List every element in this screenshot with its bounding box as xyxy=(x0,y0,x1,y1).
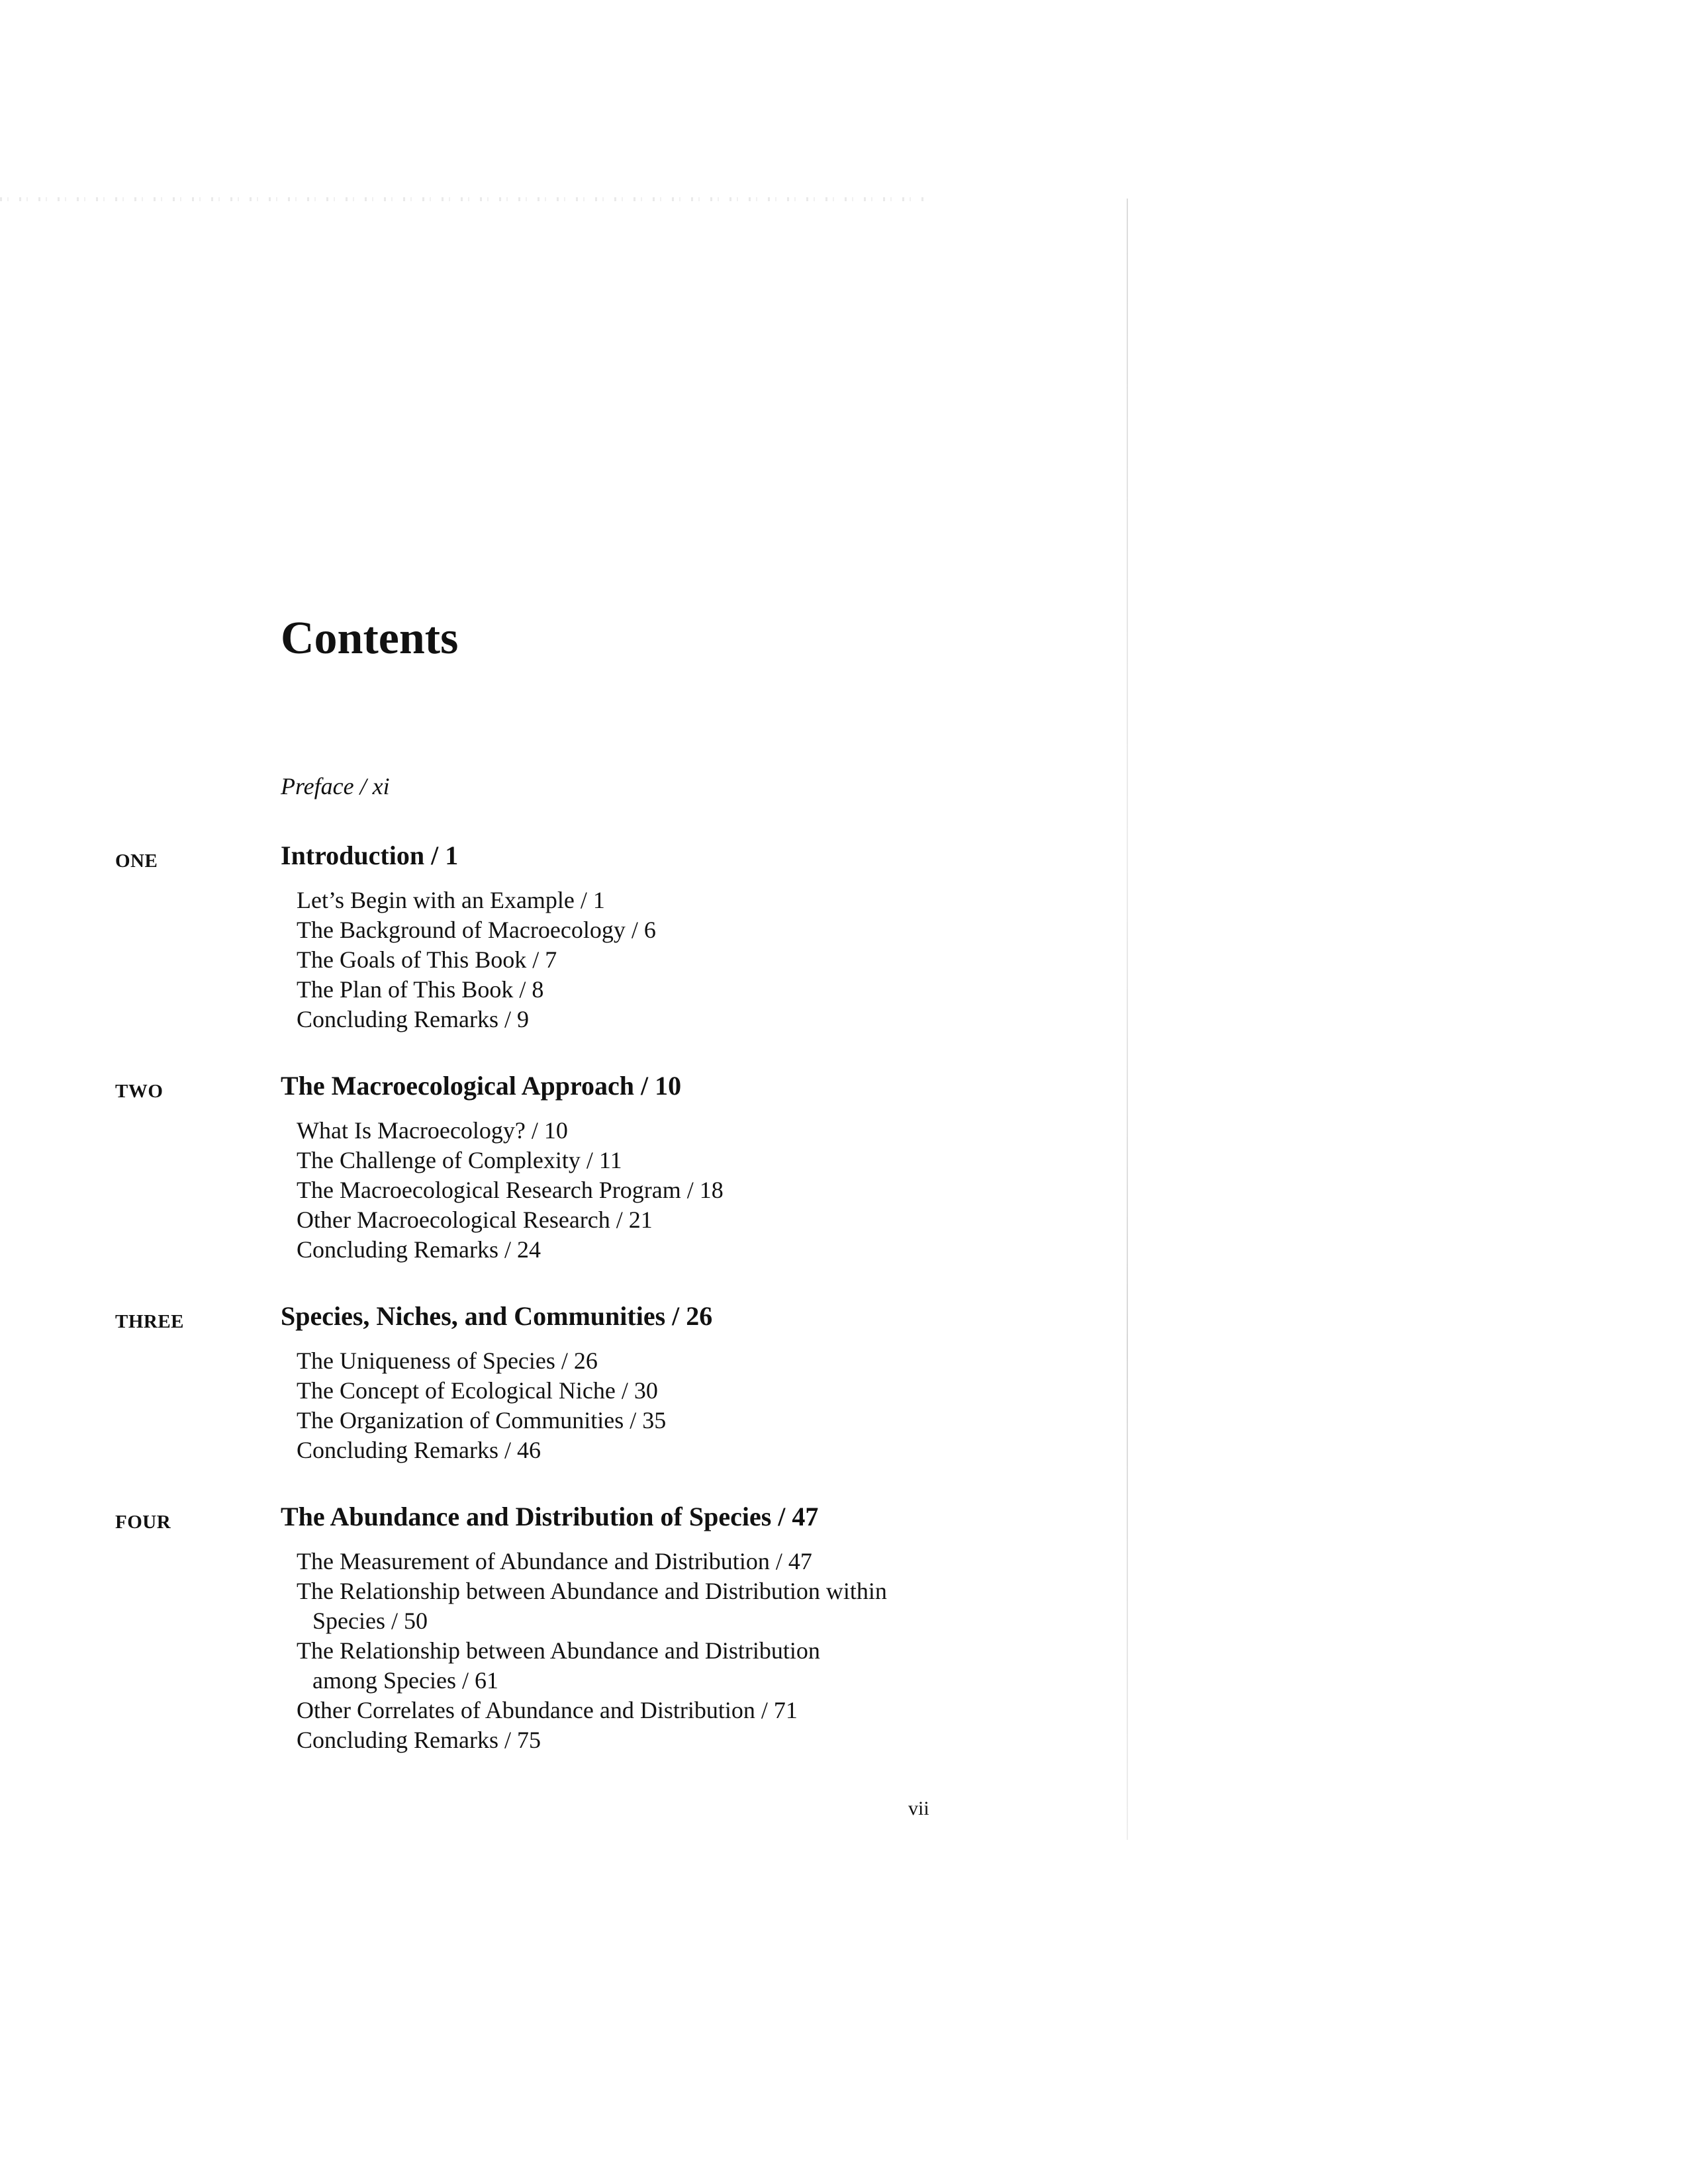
section-entry[interactable]: The Relationship between Abundance and Distribution among Species / 61 xyxy=(297,1637,820,1694)
chapter-title[interactable]: Introduction / 1 xyxy=(281,841,459,870)
chapter-number: ONE xyxy=(115,850,158,872)
chapter-number: THREE xyxy=(115,1311,185,1332)
section-entry[interactable]: What Is Macroecology? / 10 xyxy=(297,1117,568,1144)
section-entry[interactable]: The Concept of Ecological Niche / 30 xyxy=(297,1377,658,1404)
section-entry[interactable]: Concluding Remarks / 46 xyxy=(297,1437,541,1463)
section-entry[interactable]: Let’s Begin with an Example / 1 xyxy=(297,887,605,913)
page-number: vii xyxy=(908,1797,929,1819)
section-entry[interactable]: Other Macroecological Research / 21 xyxy=(297,1206,653,1233)
section-entry[interactable]: The Macroecological Research Program / 18 xyxy=(297,1177,724,1203)
chapter-title[interactable]: Species, Niches, and Communities / 26 xyxy=(281,1301,713,1331)
section-entry[interactable]: Concluding Remarks / 9 xyxy=(297,1006,529,1032)
chapter-number: TWO xyxy=(115,1081,164,1102)
section-entry[interactable]: The Measurement of Abundance and Distribution / 47 xyxy=(297,1548,812,1574)
section-entry[interactable]: The Challenge of Complexity / 11 xyxy=(297,1147,622,1173)
section-entry[interactable]: The Organization of Communities / 35 xyxy=(297,1407,667,1433)
section-list xyxy=(297,1346,959,1465)
scan-edge-artifact xyxy=(0,197,927,201)
section-entry[interactable]: The Plan of This Book / 8 xyxy=(297,976,544,1003)
section-entry[interactable]: The Relationship between Abundance and Distribution within Species / 50 xyxy=(297,1578,887,1634)
section-entry[interactable]: The Goals of This Book / 7 xyxy=(297,946,557,973)
chapter-title[interactable]: The Macroecological Approach / 10 xyxy=(281,1071,682,1101)
chapter-title[interactable]: The Abundance and Distribution of Species / 47 xyxy=(281,1502,819,1531)
section-list xyxy=(297,1116,959,1265)
section-entry[interactable]: The Uniqueness of Species / 26 xyxy=(297,1347,598,1374)
section-entry[interactable]: Concluding Remarks / 75 xyxy=(297,1727,541,1753)
page-title: Contents xyxy=(281,613,459,664)
section-list xyxy=(297,886,959,1034)
section-entry[interactable]: Other Correlates of Abundance and Distribution / 71 xyxy=(297,1697,798,1723)
section-entry[interactable]: The Background of Macroecology / 6 xyxy=(297,917,656,943)
section-list xyxy=(297,1547,952,1755)
page-edge-shadow xyxy=(1127,199,1128,1840)
chapter-number: FOUR xyxy=(115,1512,171,1533)
section-entry[interactable]: Concluding Remarks / 24 xyxy=(297,1236,541,1263)
toc-preface-entry[interactable]: Preface / xi xyxy=(281,773,390,799)
